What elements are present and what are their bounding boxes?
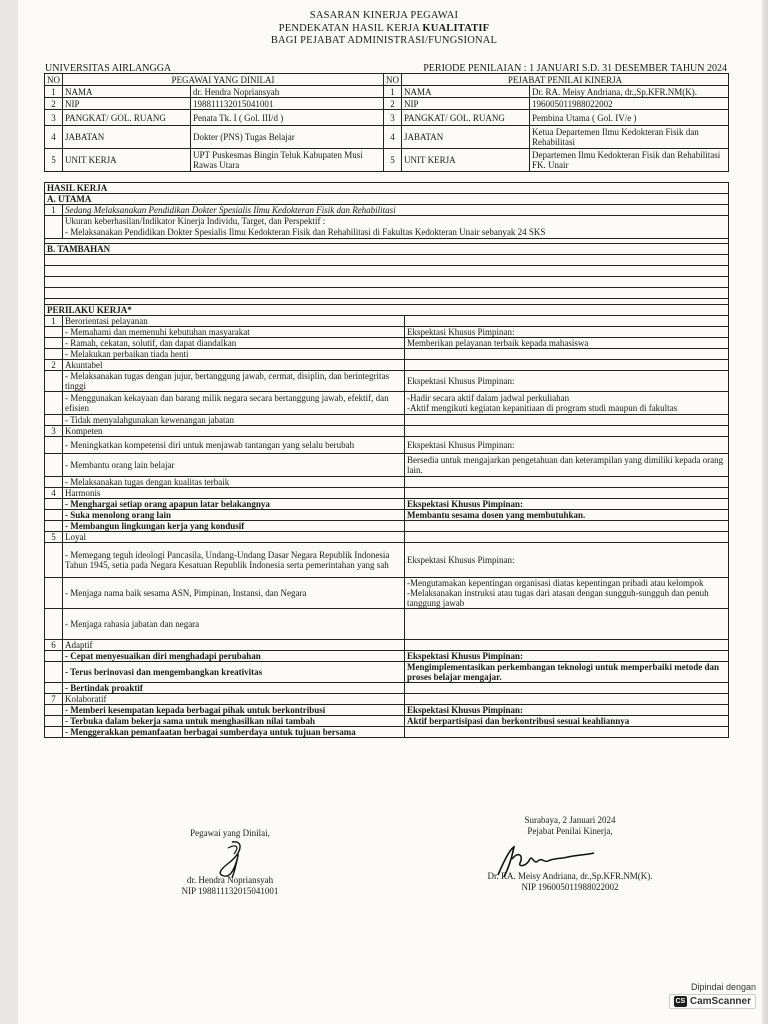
- info-row: 4 JABATAN Dokter (PNS) Tugas Belajar 4 JABATAN Ketua Departemen Ilmu Kedokteran Fisik dan Rehabilitasi: [45, 126, 729, 149]
- assessor-name: Dr. RA. Meisy Andriana, dr.,Sp.KFR.NM(K).: [530, 86, 729, 98]
- behavior-row: [45, 683, 729, 694]
- employee-sign-title: Pegawai yang Dinilai,: [190, 828, 270, 838]
- table-row: [45, 216, 729, 239]
- behavior-group-name: Akuntabel: [63, 360, 405, 371]
- document-header: [0, 10, 768, 48]
- section-utama: A. UTAMA: [45, 194, 729, 205]
- col-employee: PEGAWAI YANG DINILAI: [63, 74, 384, 86]
- leader-expectation: [405, 415, 729, 426]
- behavior-indicator: - Terbuka dalam bekerja sama untuk menghasilkan nilai tambah: [63, 716, 405, 727]
- behavior-row: [45, 338, 729, 349]
- leader-expectation: [405, 477, 729, 488]
- leader-expectation-label: Ekspektasi Khusus Pimpinan:: [405, 327, 729, 338]
- section-row: [45, 194, 729, 205]
- behavior-indicator: - Tidak menyalahgunakan kewenangan jabatan: [63, 415, 405, 426]
- employee-signature: [202, 838, 262, 880]
- behavior-indicator: - Melaksanakan tugas dengan kualitas terbaik: [63, 477, 405, 488]
- employee-sign-name: dr. Hendra Nopriansyah: [186, 875, 274, 885]
- behavior-group-name: Berorientasi pelayanan: [63, 316, 405, 327]
- behavior-row: [45, 578, 729, 609]
- behavior-indicator: - Memberi kesempatan kepada berbagai pihak untuk berkontribusi: [63, 705, 405, 716]
- behavior-row: [45, 392, 729, 415]
- leader-expectation: -Mengutamakan kepentingan organisasi diatas kepentingan pribadi atau kelompok -Melaksanakan instruksi atau tugas dari atasan dengan sungguh-sungguh dan penuh tanggung jawab: [405, 578, 729, 609]
- behavior-row: [45, 662, 729, 683]
- assessor-nip: 196005011988022002: [530, 98, 729, 110]
- behavior-group-name: Harmonis: [63, 488, 405, 499]
- behavior-indicator: - Cepat menyesuaikan diri menghadapi perubahan: [63, 651, 405, 662]
- header-subtitle-2: BAGI PEJABAT ADMINISTRASI/FUNGSIONAL: [270, 35, 498, 46]
- employee-info-table: [44, 73, 729, 172]
- col-no-right: NO: [384, 74, 402, 86]
- behavior-group-number: 5: [45, 532, 63, 543]
- employee-sign-nip: NIP 198811132015041001: [181, 886, 279, 896]
- table-row: 1 Sedang Melaksanakan Pendidikan Dokter Spesialis Ilmu Kedokteran Fisik dan Rehabilitasi: [45, 205, 729, 216]
- section-perilaku: PERILAKU KERJA*: [45, 305, 729, 316]
- leader-expectation: -Hadir secara aktif dalam jadwal perkuliahan -Aktif mengikuti kegiatan kepanitiaan di program studi maupun di fakultas: [405, 392, 729, 415]
- assessor-signature-block: [470, 815, 670, 893]
- assessor-rank: Pembina Utama ( Gol. IV/e ): [530, 110, 729, 126]
- section-row: [45, 244, 729, 255]
- employee-position: Dokter (PNS) Tugas Belajar: [191, 126, 384, 149]
- behavior-row: [45, 415, 729, 426]
- col-no: NO: [45, 74, 63, 86]
- behavior-group-row: [45, 488, 729, 499]
- behavior-group-number: 4: [45, 488, 63, 499]
- behavior-group-name: Adaptif: [63, 640, 405, 651]
- behavior-indicator: - Memegang teguh ideologi Pancasila, Undang-Undang Dasar Negara Republik Indonesia Tahun 1945, setia pada Negara Kesatuan Republik Indonesia serta pemerintahan yang sah: [63, 543, 405, 578]
- behavior-indicator: - Menjaga rahasia jabatan dan negara: [63, 609, 405, 640]
- behavior-indicator: - Ramah, cekatan, solutif, dan dapat diandalkan: [63, 338, 405, 349]
- leader-expectation: [405, 727, 729, 738]
- behavior-group-row: [45, 426, 729, 437]
- behavior-group-number: 6: [45, 640, 63, 651]
- behavior-row: [45, 477, 729, 488]
- assessment-period: PERIODE PENILAIAN : 1 JANUARI S.D. 31 DESEMBER TAHUN 2024: [423, 63, 727, 74]
- leader-expectation: Membantu sesama dosen yang membutuhkan.: [405, 510, 729, 521]
- behavior-row: [45, 727, 729, 738]
- col-assessor: PEJABAT PENILAI KINERJA: [402, 74, 729, 86]
- leader-expectation-label: Ekspektasi Khusus Pimpinan:: [405, 705, 729, 716]
- info-row: 3 PANGKAT/ GOL. RUANG Penata Tk. I ( Gol. III/d ) 3 PANGKAT/ GOL. RUANG Pembina Utama ( Gol. IV/e ): [45, 110, 729, 126]
- section-row: [45, 305, 729, 316]
- employee-nip: 198811132015041001: [191, 98, 384, 110]
- table-row: [45, 255, 729, 266]
- camscanner-watermark: Dipindai dengan CS CamScanner: [646, 982, 756, 1012]
- assessor-signature: [490, 841, 600, 881]
- behavior-group-row: [45, 532, 729, 543]
- info-row: 5 UNIT KERJA UPT Puskesmas Bingin Teluk Kabupaten Musi Rawas Utara 5 UNIT KERJA Departemen Ilmu Kedokteran Fisik dan Rehabilitasi FK. Unair: [45, 149, 729, 172]
- section-row: [45, 183, 729, 194]
- behavior-row: [45, 705, 729, 716]
- institution-name: UNIVERSITAS AIRLANGGA: [45, 63, 172, 74]
- leader-expectation: Aktif berpartisipasi dan berkontribusi sesuai keahliannya: [405, 716, 729, 727]
- behavior-row: [45, 609, 729, 640]
- behavior-indicator: - Membangun lingkungan kerja yang kondusif: [63, 521, 405, 532]
- table-row: [45, 277, 729, 288]
- table-row: [45, 266, 729, 277]
- assessor-position: Ketua Departemen Ilmu Kedokteran Fisik dan Rehabilitasi: [530, 126, 729, 149]
- behavior-indicator: - Terus berinovasi dan mengembangkan kreativitas: [63, 662, 405, 683]
- leader-expectation-label: Ekspektasi Khusus Pimpinan:: [405, 437, 729, 454]
- behavior-row: [45, 437, 729, 454]
- employee-unit: UPT Puskesmas Bingin Teluk Kabupaten Musi Rawas Utara: [191, 149, 384, 172]
- performance-table: [44, 182, 729, 738]
- assessor-sign-name: Dr. RA. Meisy Andriana, dr.,Sp.KFR.NM(K).: [487, 871, 653, 881]
- behavior-group-number: 3: [45, 426, 63, 437]
- behavior-group-number: 7: [45, 694, 63, 705]
- behavior-group-number: 2: [45, 360, 63, 371]
- behavior-row: [45, 510, 729, 521]
- leader-expectation: [405, 349, 729, 360]
- behavior-group-row: [45, 640, 729, 651]
- behavior-row: [45, 543, 729, 578]
- table-row: [45, 288, 729, 299]
- main-task: Sedang Melaksanakan Pendidikan Dokter Spesialis Ilmu Kedokteran Fisik dan Rehabilitasi: [63, 205, 729, 216]
- behavior-row: [45, 349, 729, 360]
- info-row: 2 NIP 198811132015041001 2 NIP 196005011988022002: [45, 98, 729, 110]
- camscanner-logo: CS CamScanner: [669, 994, 756, 1009]
- behavior-indicator: - Memahami dan memenuhi kebutuhan masyarakat: [63, 327, 405, 338]
- sign-place-date: Surabaya, 2 Januari 2024: [524, 815, 616, 825]
- behavior-indicator: - Suka menolong orang lain: [63, 510, 405, 521]
- leader-expectation: [405, 521, 729, 532]
- employee-signature-block: [160, 828, 300, 897]
- leader-expectation-label: Ekspektasi Khusus Pimpinan:: [405, 499, 729, 510]
- behavior-row: [45, 499, 729, 510]
- leader-expectation: Mengimplementasikan perkembangan teknologi untuk memperbaiki metode dan proses belajar mengajar.: [405, 662, 729, 683]
- header-title: SASARAN KINERJA PEGAWAI: [309, 10, 459, 21]
- employee-name: dr. Hendra Nopriansyah: [191, 86, 384, 98]
- behavior-indicator: - Menghargai setiap orang apapun latar belakangnya: [63, 499, 405, 510]
- behavior-group-row: [45, 360, 729, 371]
- behavior-indicator: - Membantu orang lain belajar: [63, 454, 405, 477]
- info-header-row: [45, 74, 729, 86]
- behavior-row: [45, 716, 729, 727]
- behavior-indicator: - Bertindak proaktif: [63, 683, 405, 694]
- leader-expectation: [405, 609, 729, 640]
- assessor-unit: Departemen Ilmu Kedokteran Fisik dan Rehabilitasi FK. Unair: [530, 149, 729, 172]
- behavior-indicator: - Meningkatkan kompetensi diri untuk menjawab tantangan yang selalu berubah: [63, 437, 405, 454]
- success-indicator: Ukuran keberhasilan/Indikator Kinerja Individu, Target, dan Perspektif : - Melaksanakan Pendidikan Dokter Spesialis Ilmu Kedokteran Fisik dan Rehabilitasi di Fakultas Kedokteran Unair sebanyak 24 SKS: [63, 216, 729, 239]
- behavior-row: [45, 454, 729, 477]
- section-tambahan: B. TAMBAHAN: [45, 244, 729, 255]
- behavior-indicator: - Menggerakkan pemanfaatan berbagai sumberdaya untuk tujuan bersama: [63, 727, 405, 738]
- behavior-group-row: [45, 316, 729, 327]
- behavior-group-name: Kolaboratif: [63, 694, 405, 705]
- header-subtitle: PENDEKATAN HASIL KERJA KUALITATIF: [278, 22, 490, 34]
- behavior-row: [45, 327, 729, 338]
- behavior-indicator: - Menjaga nama baik sesama ASN, Pimpinan, Instansi, dan Negara: [63, 578, 405, 609]
- leader-expectation: Bersedia untuk mengajarkan pengetahuan dan keterampilan yang dimiliki kepada orang lain.: [405, 454, 729, 477]
- behavior-row: [45, 521, 729, 532]
- behavior-group-name: Kompeten: [63, 426, 405, 437]
- employee-rank: Penata Tk. I ( Gol. III/d ): [191, 110, 384, 126]
- section-hasil-kerja: HASIL KERJA: [45, 183, 729, 194]
- leader-expectation: Memberikan pelayanan terbaik kepada mahasiswa: [405, 338, 729, 349]
- leader-expectation-label: Ekspektasi Khusus Pimpinan:: [405, 543, 729, 578]
- behavior-row: [45, 371, 729, 392]
- behavior-indicator: - Melaksanakan tugas dengan jujur, bertanggung jawab, cermat, disiplin, dan berintegritas tinggi: [63, 371, 405, 392]
- behavior-row: [45, 651, 729, 662]
- page-edge-shadow: [762, 0, 768, 1024]
- assessor-sign-nip: NIP 196005011988022002: [521, 882, 619, 892]
- assessor-sign-title: Pejabat Penilai Kinerja,: [527, 826, 613, 836]
- leader-expectation-label: Ekspektasi Khusus Pimpinan:: [405, 651, 729, 662]
- info-row: 1 NAMA dr. Hendra Nopriansyah 1 NAMA Dr. RA. Meisy Andriana, dr.,Sp.KFR.NM(K).: [45, 86, 729, 98]
- behavior-indicator: - Menggunakan kekayaan dan barang milik negara secara bertanggung jawab, efektif, dan efisien: [63, 392, 405, 415]
- leader-expectation: [405, 683, 729, 694]
- leader-expectation-label: Ekspektasi Khusus Pimpinan:: [405, 371, 729, 392]
- behavior-group-name: Loyal: [63, 532, 405, 543]
- behavior-group-number: 1: [45, 316, 63, 327]
- behavior-group-row: [45, 694, 729, 705]
- camscanner-icon: CS: [675, 998, 686, 1005]
- behavior-indicator: - Melakukan perbaikan tiada henti: [63, 349, 405, 360]
